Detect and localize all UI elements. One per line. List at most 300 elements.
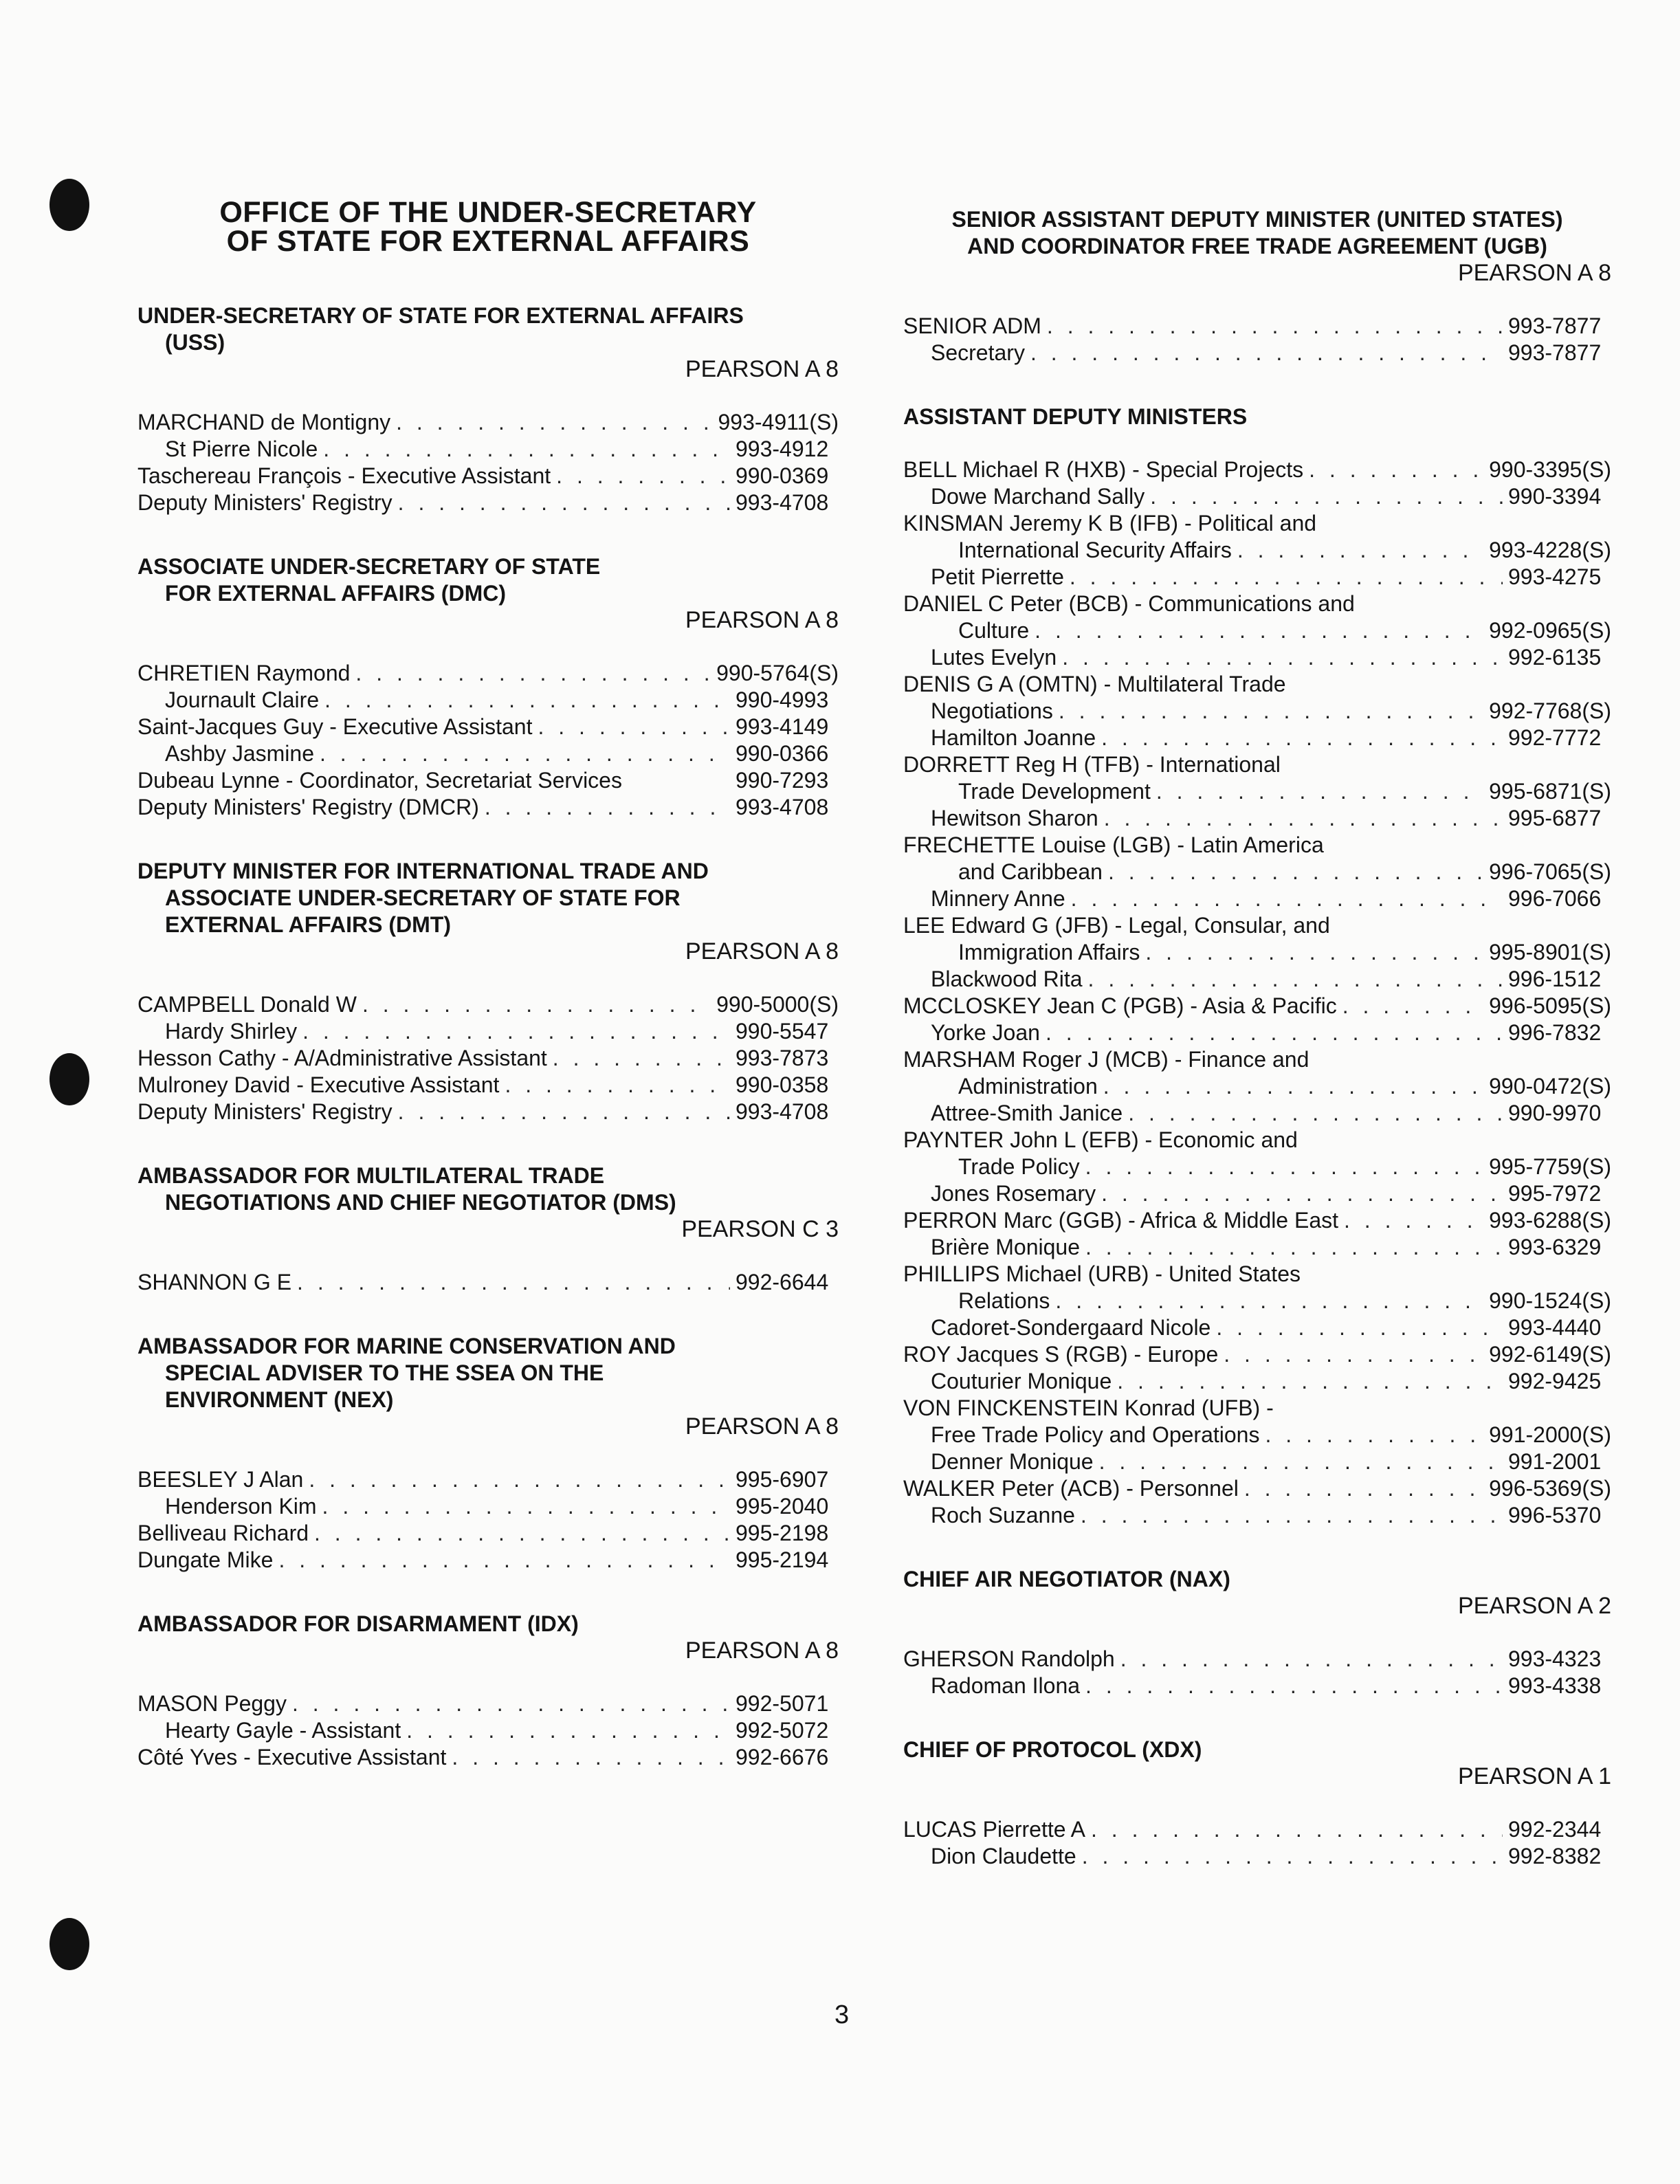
dot-leader [1216, 1314, 1503, 1341]
section-heading [903, 1736, 1611, 1763]
entry-name: Trade Policy [958, 1154, 1080, 1179]
section-heading-line: EXTERNAL AFFAIRS (DMT) [165, 912, 451, 937]
page-number: 3 [835, 2000, 850, 2029]
section-heading-line: AND COORDINATOR FREE TRADE AGREEMENT (UGB) [967, 234, 1547, 258]
entry-name: Petit Pierrette [931, 564, 1064, 589]
dot-leader [1104, 805, 1503, 832]
entry-name: Yorke Joan [931, 1020, 1040, 1045]
section-location: PEARSON A 2 [1458, 1593, 1611, 1619]
entry-name: Secretary [931, 340, 1025, 365]
entry-phone: 993-4323 [1508, 1646, 1602, 1671]
entry-name: Attree-Smith Janice [931, 1101, 1123, 1125]
entry-phone: 990-3395(S) [1489, 457, 1611, 482]
entry-phone: 993-4275 [1508, 564, 1602, 589]
entry-name: Free Trade Policy and Operations [931, 1422, 1260, 1447]
entry-phone: 995-2194 [736, 1547, 829, 1572]
dot-leader [1120, 1646, 1503, 1673]
entry-phone: 990-7293 [736, 768, 829, 793]
dot-leader [322, 1493, 730, 1520]
entry-list [903, 1816, 1611, 1870]
directory-entry [903, 1154, 1611, 1180]
directory-entry [137, 687, 839, 714]
section-location: PEARSON A 8 [1458, 260, 1611, 286]
entry-phone: 993-4912 [736, 437, 829, 461]
section-heading [903, 404, 1611, 430]
directory-section [137, 1333, 839, 1574]
section-heading-line: AMBASSADOR FOR MARINE CONSERVATION AND [137, 1334, 676, 1358]
directory-entry [137, 436, 839, 463]
dot-leader [1059, 698, 1483, 725]
entry-name: Roch Suzanne [931, 1503, 1075, 1527]
entry-list [903, 456, 1611, 1529]
entry-name: Dubeau Lynne - Coordinator, Secretariat Services [137, 768, 622, 793]
dot-leader [355, 660, 711, 687]
dot-leader [1128, 1100, 1503, 1127]
dot-leader [1101, 725, 1503, 751]
directory-entry [903, 778, 1611, 805]
dot-leader [398, 489, 730, 516]
dot-leader [1085, 1234, 1503, 1261]
entry-list [137, 991, 839, 1125]
entry-phone: 993-7877 [1508, 313, 1602, 338]
spacer [137, 634, 839, 660]
section-location: PEARSON A 1 [1458, 1763, 1611, 1789]
dot-leader [406, 1717, 730, 1744]
directory-section [903, 404, 1611, 1529]
dot-leader [323, 436, 730, 463]
entry-phone: 990-0358 [736, 1072, 829, 1097]
entry-name: Taschereau François - Executive Assistant [137, 463, 551, 488]
entry-phone: 993-4149 [736, 714, 829, 739]
entry-phone: 993-7877 [1508, 340, 1602, 365]
entry-name: Immigration Affairs [958, 940, 1140, 964]
directory-entry [903, 340, 1611, 366]
section-heading-line: AMBASSADOR FOR DISARMAMENT (IDX) [137, 1611, 579, 1636]
directory-entry: FRECHETTE Louise (LGB) - Latin America [903, 832, 1324, 857]
entry-phone: 995-2198 [736, 1521, 829, 1545]
directory-entry: DORRETT Reg H (TFB) - International [903, 752, 1281, 777]
dot-leader [320, 740, 730, 767]
section-heading-line: CHIEF AIR NEGOTIATOR (NAX) [903, 1567, 1230, 1591]
entry-phone: 990-5547 [736, 1019, 829, 1044]
directory-entry [903, 1502, 1611, 1529]
dot-leader [398, 1099, 730, 1125]
dot-leader [1145, 939, 1483, 966]
section-heading-line: ASSOCIATE UNDER-SECRETARY OF STATE FOR [165, 885, 681, 910]
directory-entry: MARSHAM Roger J (MCB) - Finance and [903, 1047, 1309, 1072]
page-title [137, 198, 839, 256]
spacer [903, 1620, 1611, 1646]
entry-list [137, 660, 839, 821]
dot-leader [1309, 456, 1483, 483]
entry-name: Couturier Monique [931, 1369, 1112, 1393]
directory-section [137, 858, 839, 1125]
entry-phone: 990-5000(S) [716, 992, 839, 1017]
entry-name: SHANNON G E [137, 1270, 292, 1294]
section-heading-line: ASSOCIATE UNDER-SECRETARY OF STATE [137, 554, 601, 579]
entry-phone: 996-7832 [1508, 1020, 1602, 1045]
entry-name: Hesson Cathy - A/Administrative Assistant [137, 1046, 547, 1070]
entry-phone: 990-4993 [736, 687, 829, 712]
entry-name: Ashby Jasmine [165, 741, 314, 766]
directory-entry [903, 966, 1611, 993]
directory-entry [903, 1673, 1611, 1699]
dot-leader [1082, 1843, 1503, 1870]
dot-leader [1047, 313, 1503, 340]
entry-name: MARCHAND de Montigny [137, 410, 391, 434]
dot-leader [556, 463, 730, 489]
dot-leader [324, 687, 730, 714]
entry-phone: 991-2000(S) [1489, 1422, 1611, 1447]
spacer [137, 383, 839, 409]
directory-entry [137, 767, 839, 794]
entry-phone: 992-7772 [1508, 725, 1602, 750]
directory-entry [137, 740, 839, 767]
section-heading-line: SENIOR ASSISTANT DEPUTY MINISTER (UNITED STATES) [951, 207, 1563, 232]
directory-entry [903, 1207, 1611, 1234]
entry-name: Journault Claire [165, 687, 320, 712]
dot-leader [1117, 1368, 1503, 1395]
dot-leader [278, 1547, 730, 1574]
directory-entry [903, 698, 1611, 725]
entry-name: Blackwood Rita [931, 967, 1083, 991]
directory-entry [903, 805, 1611, 832]
section-location: PEARSON A 8 [685, 607, 839, 633]
entry-phone: 992-5071 [736, 1691, 829, 1716]
dot-leader [1091, 1816, 1503, 1843]
entry-name: Dowe Marchand Sally [931, 484, 1145, 509]
entry-name: GHERSON Randolph [903, 1646, 1115, 1671]
entry-name: Administration [958, 1074, 1098, 1099]
section-heading-line: CHIEF OF PROTOCOL (XDX) [903, 1737, 1202, 1762]
section-heading-line: (USS) [165, 330, 225, 355]
directory-entry [903, 537, 1611, 564]
entry-name: Cadoret-Sondergaard Nicole [931, 1315, 1211, 1340]
entry-phone: 995-6907 [736, 1467, 829, 1492]
entry-name: SENIOR ADM [903, 313, 1041, 338]
directory-entry [903, 1816, 1611, 1843]
entry-phone: 996-7066 [1508, 886, 1602, 911]
section-heading-line: NEGOTIATIONS AND CHIEF NEGOTIATOR (DMS) [165, 1190, 676, 1215]
entry-phone: 990-0369 [736, 463, 829, 488]
directory-section [137, 302, 839, 516]
dot-leader [1224, 1341, 1483, 1368]
section-heading-line: DEPUTY MINISTER FOR INTERNATIONAL TRADE AND [137, 859, 709, 883]
entry-phone: 993-7873 [736, 1046, 829, 1070]
entry-phone: 992-9425 [1508, 1369, 1602, 1393]
section-heading-line: SPECIAL ADVISER TO THE SSEA ON THE [165, 1360, 604, 1385]
entry-phone: 991-2001 [1508, 1449, 1602, 1474]
entry-list [137, 1269, 839, 1296]
dot-leader [292, 1690, 730, 1717]
dot-leader [452, 1744, 730, 1771]
directory-entry [137, 991, 839, 1018]
directory-entry [137, 489, 839, 516]
entry-name: LUCAS Pierrette A [903, 1817, 1085, 1842]
directory-section [903, 1736, 1611, 1870]
directory-entry [137, 1099, 839, 1125]
dot-leader [1081, 1502, 1503, 1529]
dot-leader [1099, 1448, 1503, 1475]
dot-leader [1342, 993, 1483, 1019]
entry-name: and Caribbean [958, 859, 1103, 884]
entry-name: ROY Jacques S (RGB) - Europe [903, 1342, 1219, 1367]
entry-phone: 993-4708 [736, 490, 829, 515]
directory-entry: KINSMAN Jeremy K B (IFB) - Political and [903, 511, 1317, 536]
directory-entry [903, 993, 1611, 1019]
entry-name: CHRETIEN Raymond [137, 661, 351, 685]
directory-entry [903, 313, 1611, 340]
directory-entry [137, 794, 839, 821]
directory-entry [137, 1018, 839, 1045]
directory-entry [137, 1493, 839, 1520]
dot-leader [1156, 778, 1483, 805]
directory-section [137, 1611, 839, 1771]
entry-name: Côté Yves - Executive Assistant [137, 1745, 447, 1769]
entry-phone: 995-8901(S) [1489, 940, 1611, 964]
punch-hole-top [49, 179, 89, 231]
directory-entry [137, 714, 839, 740]
entry-name: Hearty Gayle - Assistant [165, 1718, 401, 1743]
directory-entry: DENIS G A (OMTN) - Multilateral Trade [903, 672, 1286, 696]
entry-phone: 992-6135 [1508, 645, 1602, 670]
entry-phone: 996-5369(S) [1489, 1476, 1611, 1501]
dot-leader [1344, 1207, 1483, 1234]
entry-phone: 992-2344 [1508, 1817, 1602, 1842]
entry-phone: 993-4338 [1508, 1673, 1602, 1698]
directory-entry [903, 483, 1611, 510]
entry-phone: 992-8382 [1508, 1844, 1602, 1868]
section-heading-line: ENVIRONMENT (NEX) [165, 1387, 394, 1412]
entry-name: Hamilton Joanne [931, 725, 1096, 750]
section-location: PEARSON A 8 [685, 1637, 839, 1664]
dot-leader [297, 1269, 730, 1296]
entry-phone: 990-1524(S) [1489, 1288, 1611, 1313]
section-heading [903, 1566, 1611, 1593]
entry-phone: 993-4228(S) [1489, 538, 1611, 562]
directory-entry [903, 1180, 1611, 1207]
section-location: PEARSON A 8 [685, 1413, 839, 1440]
directory-entry: DANIEL C Peter (BCB) - Communications and [903, 591, 1355, 616]
directory-section [903, 206, 1611, 366]
entry-name: Saint-Jacques Guy - Executive Assistant [137, 714, 533, 739]
page-title-line: OFFICE OF THE UNDER-SECRETARY [219, 196, 757, 229]
directory-entry [137, 463, 839, 489]
dot-leader [1070, 564, 1503, 591]
directory-entry: PAYNTER John L (EFB) - Economic and [903, 1127, 1298, 1152]
directory-entry [903, 1475, 1611, 1502]
entry-phone: 996-5370 [1508, 1503, 1602, 1527]
dot-leader [1244, 1475, 1483, 1502]
spacer [137, 1440, 839, 1466]
section-location: PEARSON A 8 [685, 356, 839, 382]
section-heading [137, 1611, 839, 1637]
entry-phone: 992-6149(S) [1489, 1342, 1611, 1367]
entry-phone: 995-7759(S) [1489, 1154, 1611, 1179]
dot-leader [1237, 537, 1483, 564]
directory-entry [137, 1045, 839, 1072]
section-location: PEARSON A 8 [685, 938, 839, 964]
entry-phone: 995-2040 [736, 1494, 829, 1519]
entry-name: Deputy Ministers' Registry [137, 490, 393, 515]
entry-name: Deputy Ministers' Registry (DMCR) [137, 795, 479, 819]
directory-entry [903, 1368, 1611, 1395]
entry-name: Denner Monique [931, 1449, 1094, 1474]
directory-entry [903, 1646, 1611, 1673]
entry-phone: 995-6877 [1508, 806, 1602, 830]
spacer [903, 1790, 1611, 1816]
dot-leader [485, 794, 730, 821]
right-sections [903, 206, 1611, 1870]
directory-section [903, 1566, 1611, 1699]
directory-entry [903, 859, 1611, 885]
right-column [903, 206, 1611, 1907]
entry-phone: 992-6644 [736, 1270, 829, 1294]
entry-name: International Security Affairs [958, 538, 1232, 562]
directory-entry [903, 1234, 1611, 1261]
dot-leader [314, 1520, 730, 1547]
entry-name: Trade Development [958, 779, 1151, 804]
dot-leader [505, 1072, 730, 1099]
directory-entry: PHILLIPS Michael (URB) - United States [903, 1261, 1301, 1286]
directory-entry [903, 617, 1611, 644]
entry-name: MCCLOSKEY Jean C (PGB) - Asia & Pacific [903, 993, 1337, 1018]
directory-entry [903, 725, 1611, 751]
entry-phone: 993-4708 [736, 795, 829, 819]
directory-entry [903, 1100, 1611, 1127]
entry-list [137, 1466, 839, 1574]
entry-phone: 992-7768(S) [1489, 698, 1611, 723]
dot-leader [538, 714, 730, 740]
section-heading [137, 1162, 839, 1216]
entry-phone: 996-5095(S) [1489, 993, 1611, 1018]
entry-phone: 993-4708 [736, 1099, 829, 1124]
spacer [137, 1664, 839, 1690]
directory-entry [903, 1314, 1611, 1341]
dot-leader [1108, 859, 1483, 885]
spacer [903, 287, 1611, 313]
entry-phone: 993-6329 [1508, 1235, 1602, 1259]
directory-entry [137, 1717, 839, 1744]
entry-name: Relations [958, 1288, 1050, 1313]
entry-name: BEESLEY J Alan [137, 1467, 304, 1492]
entry-list [903, 313, 1611, 366]
directory-entry [903, 1843, 1611, 1870]
dot-leader [1030, 340, 1503, 366]
section-heading-line: ASSISTANT DEPUTY MINISTERS [903, 404, 1248, 429]
spacer [903, 430, 1611, 456]
section-heading [137, 302, 839, 356]
entry-phone: 992-0965(S) [1489, 618, 1611, 643]
dot-leader [553, 1045, 730, 1072]
directory-entry [903, 939, 1611, 966]
entry-name: Lutes Evelyn [931, 645, 1057, 670]
section-heading-line: AMBASSADOR FOR MULTILATERAL TRADE [137, 1163, 605, 1188]
entry-name: Dungate Mike [137, 1547, 274, 1572]
directory-entry [137, 1744, 839, 1771]
entry-phone: 993-4911(S) [718, 410, 839, 434]
directory-entry [137, 1520, 839, 1547]
entry-name: Mulroney David - Executive Assistant [137, 1072, 500, 1097]
dot-leader [396, 409, 712, 436]
directory-entry [903, 1341, 1611, 1368]
entry-name: Dion Claudette [931, 1844, 1076, 1868]
section-heading-line: FOR EXTERNAL AFFAIRS (DMC) [165, 581, 506, 606]
dot-leader [1101, 1180, 1503, 1207]
directory-entry [903, 885, 1611, 912]
entry-name: Belliveau Richard [137, 1521, 309, 1545]
entry-phone: 993-6288(S) [1489, 1208, 1611, 1233]
dot-leader [1035, 617, 1483, 644]
directory-section [137, 553, 839, 821]
directory-entry: LEE Edward G (JFB) - Legal, Consular, and [903, 913, 1330, 938]
dot-leader [1046, 1019, 1503, 1046]
directory-entry [903, 1448, 1611, 1475]
section-heading-line: UNDER-SECRETARY OF STATE FOR EXTERNAL AFFAIRS [137, 303, 744, 328]
section-heading [137, 858, 839, 938]
entry-name: Jones Rosemary [931, 1181, 1096, 1206]
section-heading [137, 553, 839, 607]
entry-name: St Pierre Nicole [165, 437, 318, 461]
dot-leader [1265, 1422, 1483, 1448]
dot-leader [302, 1018, 730, 1045]
entry-phone: 996-7065(S) [1489, 859, 1611, 884]
directory-entry [137, 1269, 839, 1296]
spacer [137, 965, 839, 991]
entry-name: Hewitson Sharon [931, 806, 1098, 830]
entry-phone: 990-5764(S) [716, 661, 839, 685]
dot-leader [1085, 1154, 1483, 1180]
spacer [137, 1243, 839, 1269]
left-column [137, 192, 839, 1808]
section-heading [903, 206, 1611, 260]
entry-name: Minnery Anne [931, 886, 1065, 911]
entry-name: Deputy Ministers' Registry [137, 1099, 393, 1124]
directory-entry [903, 456, 1611, 483]
section-heading [137, 1333, 839, 1413]
entry-name: BELL Michael R (HXB) - Special Projects [903, 457, 1304, 482]
directory-entry [137, 409, 839, 436]
directory-entry [137, 1466, 839, 1493]
dot-leader [309, 1466, 730, 1493]
entry-phone: 990-9970 [1508, 1101, 1602, 1125]
dot-leader [1150, 483, 1503, 510]
entry-phone: 990-3394 [1508, 484, 1602, 509]
directory-entry [903, 1422, 1611, 1448]
entry-list [137, 1690, 839, 1771]
directory-entry: VON FINCKENSTEIN Konrad (UFB) - [903, 1396, 1274, 1420]
entry-phone: 993-4440 [1508, 1315, 1602, 1340]
entry-phone: 990-0472(S) [1489, 1074, 1611, 1099]
entry-list [137, 409, 839, 516]
page-title-line: OF STATE FOR EXTERNAL AFFAIRS [226, 225, 750, 258]
dot-leader [1088, 966, 1503, 993]
directory-section [137, 1162, 839, 1296]
entry-list [903, 1646, 1611, 1699]
entry-phone: 992-6676 [736, 1745, 829, 1769]
punch-hole-bottom [49, 1918, 89, 1970]
entry-name: Negotiations [931, 698, 1053, 723]
directory-entry [137, 1072, 839, 1099]
directory-entry [137, 1547, 839, 1574]
entry-name: Brière Monique [931, 1235, 1080, 1259]
dot-leader [1062, 644, 1503, 671]
directory-entry [903, 1288, 1611, 1314]
entry-name: Henderson Kim [165, 1494, 317, 1519]
directory-entry [137, 1690, 839, 1717]
directory-entry [903, 564, 1611, 591]
section-location: PEARSON C 3 [681, 1216, 839, 1242]
